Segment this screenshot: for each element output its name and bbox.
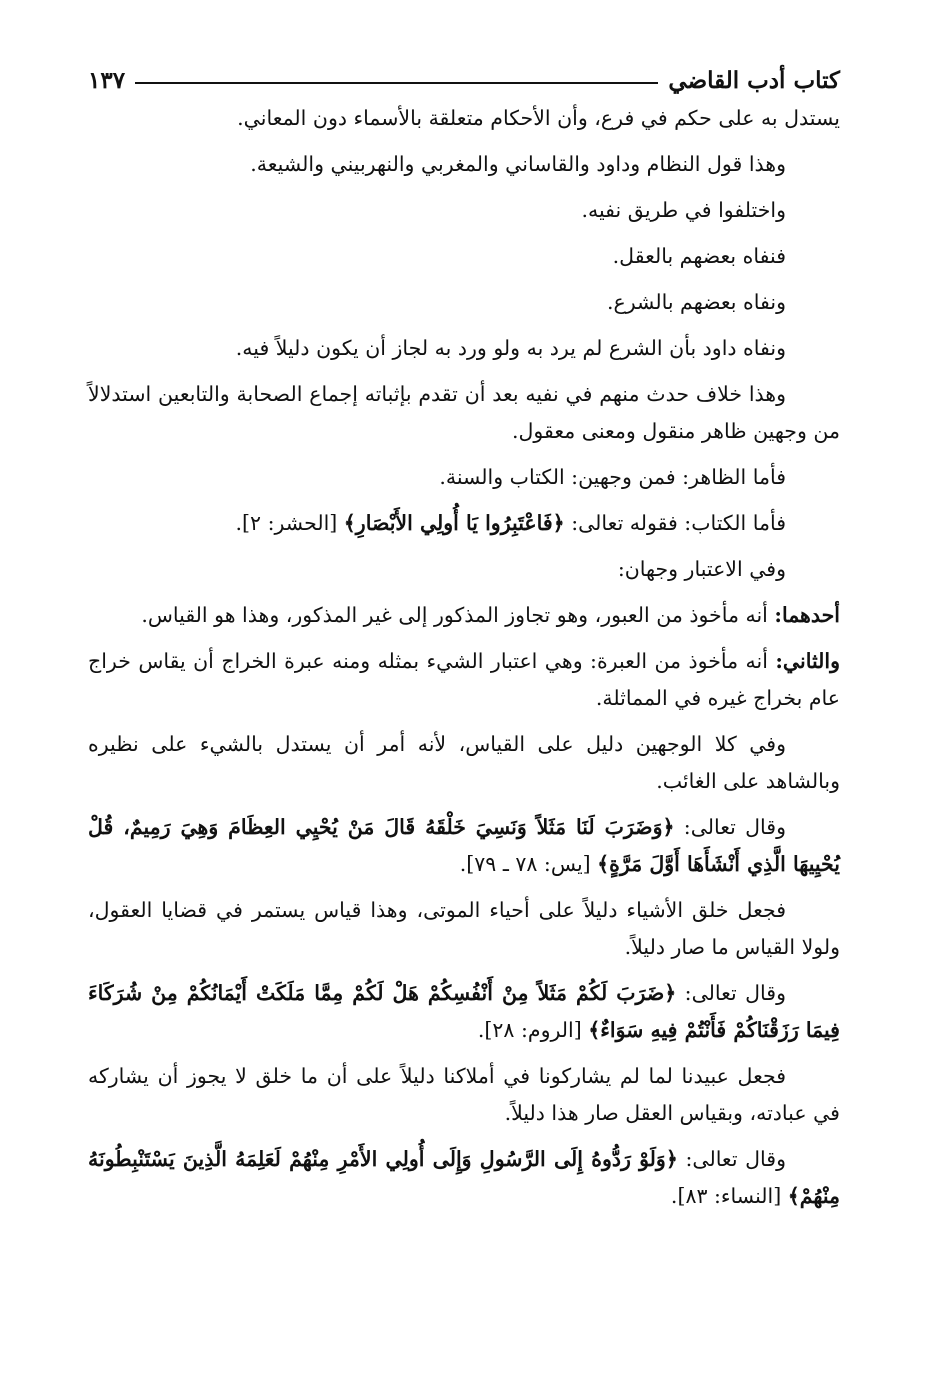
paragraph-text: يستدل به على حكم في فرع، وأن الأحكام متعلقة بالأسماء دون المعاني. <box>237 106 840 130</box>
paragraph-text: فجعل عبيدنا لما لم يشاركونا في أملاكنا دليلاً على أن ما خلق لا يجوز أن يشاركه في عبادته، وبقياس العقل صار هذا دليلاً. <box>88 1064 840 1125</box>
paragraph <box>88 1141 840 1215</box>
paragraph <box>88 597 840 634</box>
verse-citation: [الروم: ٢٨]. <box>477 1018 589 1042</box>
paragraph <box>88 376 840 450</box>
paragraph-text: فأما الظاهر: فمن وجهين: الكتاب والسنة. <box>439 465 786 489</box>
paragraph-text: أنه مأخوذ من العبرة: وهي اعتبار الشيء بمثله ومنه عبرة الخراج أن يقاس خراج عام بخراج غيره في المماثلة. <box>88 649 840 710</box>
paragraph-text: فنفاه بعضهم بالعقل. <box>612 244 786 268</box>
paragraph <box>88 330 840 367</box>
paragraph <box>88 975 840 1049</box>
paragraph <box>88 459 840 496</box>
paragraph-text: فأما الكتاب: فقوله تعالى: <box>564 511 786 535</box>
paragraph <box>88 1058 840 1132</box>
paragraph-text: ونفاه بعضهم بالشرع. <box>606 290 786 314</box>
verse-citation: [يس: ٧٨ ـ ٧٩]. <box>459 852 598 876</box>
paragraph-text: ونفاه داود بأن الشرع لم يرد به ولو ورد به لجاز أن يكون دليلاً فيه. <box>235 336 786 360</box>
page-number: ١٣٧ <box>88 66 126 94</box>
paragraph-text: أنه مأخوذ من العبور، وهو تجاوز المذكور إلى غير المذكور، وهذا هو القياس. <box>141 603 775 627</box>
paragraph <box>88 551 840 588</box>
header-rule <box>135 82 658 84</box>
paragraph <box>88 192 840 229</box>
verse-citation: [الحشر: ٢]. <box>235 511 344 535</box>
running-header <box>88 60 840 100</box>
body-text <box>88 100 840 1215</box>
verse-citation: [النساء: ٨٣]. <box>670 1184 788 1208</box>
book-title: كتاب أدب القاضي <box>668 66 840 94</box>
paragraph-lead: والثاني: <box>775 649 840 673</box>
paragraph <box>88 892 840 966</box>
paragraph-text: وقال تعالى: <box>676 981 786 1005</box>
paragraph-text: وهذا خلاف حدث منهم في نفيه بعد أن تقدم بإثباته إجماع الصحابة والتابعين استدلالاً من وجهين ظاهر منقول ومعنى معقول. <box>88 382 840 443</box>
paragraph <box>88 643 840 717</box>
paragraph <box>88 726 840 800</box>
paragraph <box>88 809 840 883</box>
paragraph-text: فجعل خلق الأشياء دليلاً على أحياء الموتى، وهذا قياس يستمر في قضايا العقول، ولولا القياس ما صار دليلاً. <box>88 898 840 959</box>
quran-verse: ﴿وَلَوْ رَدُّوهُ إِلَى الرَّسُولِ وَإِلَى أُولِي الأَمْرِ مِنْهُمْ لَعَلِمَهُ الَّذِينَ يَسْتَنْبِطُونَهُ مِنْهُمْ﴾ <box>88 1147 840 1208</box>
paragraph-text: واختلفوا في طريق نفيه. <box>581 198 786 222</box>
quran-verse: ﴿ضَرَبَ لَكُمْ مَثَلاً مِنْ أَنْفُسِكُمْ هَلْ لَكُمْ مِمَّا مَلَكَتْ أَيْمَانُكُمْ مِنْ شُرَكَاءَ فِيمَا رَزَقْنَاكُمْ فَأَنْتُمْ فِيهِ سَوَاءٌ﴾ <box>88 981 840 1042</box>
quran-verse: ﴿وَضَرَبَ لَنَا مَثَلاً وَنَسِيَ خَلْقَهُ قَالَ مَنْ يُحْيِي العِظَامَ وَهِيَ رَمِيمٌ، قُلْ يُحْيِيهَا الَّذِي أَنْشَأَهَا أَوَّلَ مَرَّةٍ﴾ <box>88 815 840 876</box>
paragraph-lead: أحدهما: <box>774 603 840 627</box>
book-page <box>88 60 840 1224</box>
paragraph <box>88 100 840 137</box>
paragraph-text: وفي كلا الوجهين دليل على القياس، لأنه أمر أن يستدل بالشيء على نظيره وبالشاهد على الغائب. <box>88 732 840 793</box>
paragraph-text: وفي الاعتبار وجهان: <box>617 557 786 581</box>
paragraph <box>88 238 840 275</box>
paragraph-text: وهذا قول النظام وداود والقاساني والمغربي والنهربيني والشيعة. <box>250 152 786 176</box>
quran-verse: ﴿فَاعْتَبِرُوا يَا أُولِي الأَبْصَارِ﴾ <box>343 511 565 535</box>
paragraph <box>88 146 840 183</box>
paragraph <box>88 505 840 542</box>
paragraph <box>88 284 840 321</box>
paragraph-text: وقال تعالى: <box>677 1147 786 1171</box>
paragraph-text: وقال تعالى: <box>674 815 786 839</box>
